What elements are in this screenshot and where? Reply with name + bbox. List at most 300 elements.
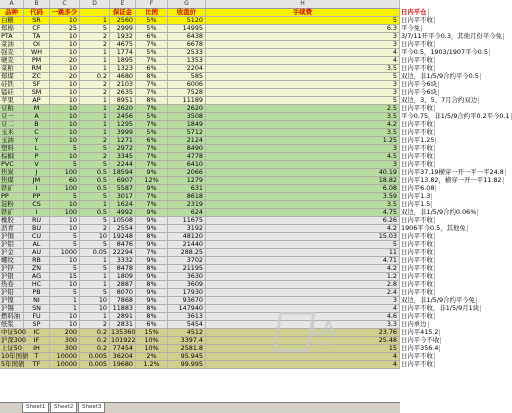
cell-col-8[interactable]: 日内平不收 (401, 248, 433, 256)
cell-col-7[interactable]: 3.5 (206, 201, 400, 208)
cell-col-3[interactable]: 0.005 (80, 353, 110, 360)
cell-col-7[interactable]: 4.5 (206, 153, 400, 160)
cell-col-1[interactable]: J (24, 169, 50, 176)
cell-col-0[interactable]: 硅铁 (0, 81, 24, 88)
cell-col-5[interactable]: 7% (136, 105, 168, 112)
cell-col-4[interactable]: 36204 (110, 353, 136, 360)
cell-col-2[interactable]: 10000 (50, 361, 80, 368)
cell-col-5[interactable]: 6% (136, 321, 168, 328)
cell-col-0[interactable]: 塑料 (0, 145, 24, 152)
cell-col-7[interactable]: 40.19 (206, 169, 400, 176)
cell-col-5[interactable]: 9% (136, 169, 168, 176)
cell-col-3[interactable]: 1 (80, 97, 110, 104)
cell-col-7[interactable]: 15.03 (206, 233, 400, 240)
cell-col-6[interactable]: 6410 (168, 161, 206, 168)
cell-col-5[interactable]: 7% (136, 81, 168, 88)
cell-col-7[interactable]: 2.5 (206, 105, 400, 112)
cell-col-5[interactable]: 8% (136, 233, 168, 240)
cell-col-8[interactable]: 日内平1.25 (401, 136, 435, 144)
cell-col-0[interactable]: 玉米 (0, 129, 24, 136)
cell-col-3[interactable]: 1 (80, 129, 110, 136)
cell-col-0[interactable]: 橡胶 (0, 217, 24, 224)
cell-col-1[interactable]: AU (24, 249, 50, 256)
cell-col-4[interactable]: 4675 (110, 41, 136, 48)
cell-col-8[interactable]: 1906平今0.5，其他免 (401, 224, 466, 232)
cell-col-1[interactable]: C (24, 129, 50, 136)
cell-col-7[interactable]: 3.5 (206, 113, 400, 120)
cell-col-0[interactable]: 上证50 (0, 345, 24, 352)
cell-col-0[interactable]: 郑煤 (0, 73, 24, 80)
cell-col-4[interactable]: 2560 (110, 17, 136, 24)
cell-col-0[interactable]: 5年国债 (1, 360, 25, 368)
cell-col-1[interactable]: IH (24, 345, 50, 352)
cell-col-3[interactable]: 5 (80, 145, 110, 152)
cell-col-1[interactable]: JM (24, 177, 50, 184)
cell-col-1[interactable]: IC (24, 329, 50, 336)
column-letter-7[interactable]: H (206, 0, 400, 8)
cell-col-7[interactable]: 4.6 (206, 313, 400, 320)
cell-col-0[interactable]: 焦煤 (0, 177, 24, 184)
cell-col-4[interactable]: 1271 (110, 137, 136, 144)
cell-col-8[interactable]: 日内平不收 (401, 16, 433, 24)
cell-col-1[interactable]: TF (24, 361, 50, 368)
cell-col-1[interactable]: AP (24, 97, 50, 104)
cell-col-6[interactable]: 2066 (168, 169, 206, 176)
cell-col-7[interactable]: 4 (206, 305, 400, 312)
cell-col-6[interactable]: 2533 (168, 49, 206, 56)
cell-col-6[interactable]: 2124 (168, 137, 206, 144)
cell-col-0[interactable]: 淀粉 (0, 201, 24, 208)
cell-col-3[interactable]: 1 (80, 17, 110, 24)
cell-col-1[interactable]: B (24, 121, 50, 128)
cell-col-1[interactable]: PP (24, 193, 50, 200)
cell-col-6[interactable]: 3508 (168, 113, 206, 120)
cell-col-7[interactable]: 4.2 (206, 265, 400, 272)
header-cell-6[interactable]: 收盘价 (168, 9, 206, 16)
cell-col-0[interactable]: 沪铝 (0, 241, 24, 248)
cell-col-3[interactable]: 10 (80, 297, 110, 304)
cell-col-7[interactable]: 15 (206, 345, 400, 352)
cell-col-8[interactable]: 3/7/11开平今0.3，其他月份平今免 (401, 32, 503, 40)
cell-col-8[interactable]: 日内平不收 (401, 312, 433, 320)
column-letter-5[interactable]: F (136, 0, 168, 8)
cell-col-6[interactable]: 48120 (168, 233, 206, 240)
cell-col-8[interactable]: 日内平13.82，横穿一开一平11.82 (401, 176, 502, 184)
cell-col-4[interactable]: 2887 (110, 281, 136, 288)
cell-col-4[interactable]: 3999 (110, 129, 136, 136)
cell-col-2[interactable]: 100 (50, 209, 80, 216)
cell-col-3[interactable]: 5 (80, 289, 110, 296)
cell-col-5[interactable]: 8% (136, 281, 168, 288)
cell-col-0[interactable]: 沪铜 (0, 233, 24, 240)
column-letter-4[interactable]: E (110, 0, 136, 8)
cell-col-2[interactable]: 5 (50, 145, 80, 152)
cell-col-5[interactable]: 5% (136, 49, 168, 56)
header-cell-3[interactable] (80, 9, 110, 16)
cell-col-8[interactable]: 日内平415.2 (401, 328, 439, 336)
cell-col-7[interactable]: 4.71 (206, 257, 400, 264)
cell-col-6[interactable]: 3609 (168, 281, 206, 288)
cell-col-4[interactable]: 1932 (110, 33, 136, 40)
column-letter-0[interactable]: A (0, 0, 24, 8)
cell-col-6[interactable]: 2204 (168, 65, 206, 72)
cell-col-6[interactable]: 5120 (168, 17, 206, 24)
cell-col-5[interactable]: 7% (136, 57, 168, 64)
cell-col-2[interactable]: 20 (50, 57, 80, 64)
cell-col-3[interactable]: 2 (80, 321, 110, 328)
cell-col-2[interactable]: 10 (50, 105, 80, 112)
cell-col-3[interactable]: 5 (80, 265, 110, 272)
cell-col-4[interactable]: 8070 (110, 289, 136, 296)
cell-col-5[interactable]: 8% (136, 305, 168, 312)
cell-col-8[interactable]: 日内平356.4 (401, 344, 439, 352)
cell-col-2[interactable]: 1 (50, 297, 80, 304)
cell-col-3[interactable]: 1 (80, 49, 110, 56)
cell-col-3[interactable]: 1 (80, 105, 110, 112)
cell-col-8[interactable]: 日内平不收 (401, 232, 433, 240)
cell-col-6[interactable]: 93670 (168, 297, 206, 304)
sheet-tab-3[interactable]: Sheet3 (78, 403, 105, 413)
cell-col-1[interactable]: TA (24, 33, 50, 40)
cell-col-6[interactable]: 99.995 (168, 361, 206, 368)
cell-col-1[interactable]: M (24, 105, 50, 112)
cell-col-5[interactable]: 9% (136, 241, 168, 248)
cell-col-2[interactable]: 300 (50, 345, 80, 352)
cell-col-1[interactable]: PM (24, 57, 50, 64)
cell-col-7[interactable]: 6.3 (206, 25, 400, 32)
cell-col-0[interactable]: 纸浆 (0, 321, 24, 328)
cell-col-8[interactable]: 日内平不收 (401, 272, 433, 280)
cell-col-6[interactable]: 3613 (168, 313, 206, 320)
cell-col-5[interactable]: 5% (136, 17, 168, 24)
cell-col-5[interactable]: 6% (136, 65, 168, 72)
cell-col-7[interactable]: 4.75 (206, 209, 400, 216)
cell-col-7[interactable]: 2.8 (206, 281, 400, 288)
cell-col-1[interactable]: FU (24, 313, 50, 320)
cell-col-7[interactable]: 3 (206, 161, 400, 168)
cell-col-4[interactable]: 4680 (110, 73, 136, 80)
cell-col-6[interactable]: 5454 (168, 321, 206, 328)
cell-col-0[interactable]: 沪镍 (0, 297, 24, 304)
cell-col-2[interactable]: 25 (50, 25, 80, 32)
cell-col-5[interactable]: 9% (136, 225, 168, 232)
cell-col-4[interactable]: 1323 (110, 65, 136, 72)
cell-col-1[interactable]: P (24, 153, 50, 160)
cell-col-2[interactable]: 10 (50, 41, 80, 48)
cell-col-6[interactable]: 6678 (168, 41, 206, 48)
cell-col-1[interactable]: Y (24, 137, 50, 144)
cell-col-7[interactable]: 4 (206, 57, 400, 64)
cell-col-5[interactable]: 7% (136, 161, 168, 168)
cell-col-5[interactable]: 9% (136, 289, 168, 296)
cell-col-2[interactable]: 10 (50, 281, 80, 288)
cell-col-6[interactable]: 4512 (168, 329, 206, 336)
cell-col-4[interactable]: 8476 (110, 241, 136, 248)
cell-col-1[interactable]: SF (24, 81, 50, 88)
cell-col-1[interactable]: WH (24, 49, 50, 56)
cell-col-2[interactable]: 1000 (50, 249, 80, 256)
cell-col-8[interactable]: 日内平不收 (401, 256, 433, 264)
cell-col-8[interactable]: 日内平不收 (401, 160, 433, 168)
cell-col-6[interactable]: 1279 (168, 177, 206, 184)
cell-col-3[interactable]: 0.2 (80, 337, 110, 344)
cell-col-7[interactable]: 5 (206, 241, 400, 248)
cell-col-4[interactable]: 2456 (110, 113, 136, 120)
cell-col-0[interactable]: PP (0, 193, 24, 200)
cell-col-7[interactable]: 3.5 (206, 129, 400, 136)
cell-col-2[interactable]: 5 (50, 233, 80, 240)
cell-col-5[interactable]: 9% (136, 273, 168, 280)
cell-col-1[interactable]: SP (24, 321, 50, 328)
cell-col-6[interactable]: 4778 (168, 153, 206, 160)
cell-col-0[interactable]: 沪深300 (1, 336, 26, 344)
cell-col-4[interactable]: 77454 (110, 345, 136, 352)
cell-col-3[interactable]: 1 (80, 65, 110, 72)
cell-col-3[interactable]: 0.005 (80, 361, 110, 368)
cell-col-0[interactable]: 强麦 (0, 49, 24, 56)
cell-col-4[interactable]: 1809 (110, 273, 136, 280)
cell-col-4[interactable]: 8478 (110, 265, 136, 272)
cell-col-0[interactable]: 豆粕 (0, 105, 24, 112)
cell-col-7[interactable]: 4 (206, 49, 400, 56)
cell-col-3[interactable]: 1 (80, 201, 110, 208)
cell-col-3[interactable]: 0.2 (80, 73, 110, 80)
cell-col-0[interactable]: 沪铅 (0, 289, 24, 296)
cell-col-5[interactable]: 8% (136, 313, 168, 320)
cell-col-1[interactable]: NI (24, 297, 50, 304)
cell-col-8[interactable]: 日内单边 (401, 320, 427, 328)
cell-col-8[interactable]: 日内平不收 (401, 216, 433, 224)
cell-col-7[interactable]: 3.5 (206, 65, 400, 72)
cell-col-4[interactable]: 135360 (111, 328, 136, 336)
cell-col-2[interactable]: 10 (50, 81, 80, 88)
cell-col-1[interactable]: RB (24, 257, 50, 264)
cell-col-3[interactable]: 2 (80, 137, 110, 144)
cell-col-8[interactable]: 日内平今6块 (401, 80, 438, 88)
cell-col-2[interactable]: 10 (50, 217, 80, 224)
cell-col-3[interactable]: 0.2 (80, 345, 110, 352)
cell-col-7[interactable]: 3 (206, 145, 400, 152)
cell-col-0[interactable]: 白糖 (0, 17, 24, 24)
cell-col-3[interactable]: 1 (80, 257, 110, 264)
cell-col-0[interactable]: 郑棉 (0, 25, 24, 32)
cell-col-8[interactable]: 平今0.5，1903/1907平今0.5 (401, 48, 488, 56)
cell-col-4[interactable]: 3345 (110, 153, 136, 160)
cell-col-2[interactable]: 10 (50, 121, 80, 128)
cell-col-6[interactable]: 585 (168, 73, 206, 80)
cell-col-1[interactable]: SM (24, 89, 50, 96)
cell-col-7[interactable]: 3.3 (206, 321, 400, 328)
cell-col-4[interactable]: 22294 (110, 249, 136, 256)
cell-col-7[interactable]: 4 (206, 361, 400, 368)
cell-col-0[interactable]: 燃料油 (0, 313, 24, 320)
cell-col-0[interactable]: 锰硅 (0, 89, 24, 96)
cell-col-8[interactable]: 日内平1.3 (401, 192, 431, 200)
cell-col-6[interactable]: 1353 (168, 57, 206, 64)
cell-col-3[interactable]: 0.05 (80, 249, 110, 256)
cell-col-4[interactable]: 2831 (110, 321, 136, 328)
cell-col-1[interactable]: CU (24, 233, 50, 240)
cell-col-8[interactable]: 日内平1.5 (401, 200, 431, 208)
cell-col-0[interactable]: 热卷 (0, 281, 24, 288)
cell-col-3[interactable]: 2 (80, 33, 110, 40)
cell-col-7[interactable]: 2.4 (206, 289, 400, 296)
cell-col-8[interactable]: 平今免 (401, 24, 421, 32)
cell-col-6[interactable]: 3630 (168, 273, 206, 280)
cell-col-7[interactable]: 25.48 (206, 337, 400, 344)
sheet-tab-1[interactable]: Sheet1 (22, 403, 49, 413)
cell-col-6[interactable]: 2319 (168, 201, 206, 208)
cell-col-2[interactable]: 100 (50, 169, 80, 176)
cell-col-6[interactable]: 1849 (168, 121, 206, 128)
cell-col-4[interactable]: 1774 (110, 49, 136, 56)
cell-col-2[interactable]: 10 (50, 89, 80, 96)
cell-col-7[interactable]: 5 (206, 97, 400, 104)
cell-col-0[interactable]: 硬麦 (0, 57, 24, 64)
cell-col-3[interactable]: 5 (80, 217, 110, 224)
header-cell-8[interactable]: 日内平仓 (401, 8, 427, 16)
cell-col-5[interactable]: 8% (136, 265, 168, 272)
cell-col-1[interactable]: T (24, 353, 50, 360)
cell-col-6[interactable]: 21440 (168, 241, 206, 248)
cell-col-4[interactable]: 3017 (110, 193, 136, 200)
cell-col-7[interactable]: 5 (206, 17, 400, 24)
cell-col-3[interactable]: 5 (80, 241, 110, 248)
cell-col-5[interactable]: 2% (136, 353, 168, 360)
cell-col-7[interactable]: 4 (206, 353, 400, 360)
cell-col-7[interactable]: 4.2 (206, 225, 400, 232)
cell-col-3[interactable]: 10 (80, 233, 110, 240)
cell-col-6[interactable]: 11675 (168, 217, 206, 224)
cell-col-2[interactable]: 10 (50, 225, 80, 232)
cell-col-2[interactable]: 10 (50, 113, 80, 120)
cell-col-5[interactable]: 7% (136, 249, 168, 256)
cell-col-3[interactable]: 1 (80, 281, 110, 288)
header-cell-5[interactable]: 比例 (136, 9, 168, 16)
cell-col-7[interactable]: 11 (206, 249, 400, 256)
cell-col-2[interactable]: 10 (50, 321, 80, 328)
cell-col-4[interactable]: 11883 (110, 305, 136, 312)
cell-col-1[interactable]: I (24, 185, 50, 192)
cell-col-4[interactable]: 2891 (110, 313, 136, 320)
cell-col-3[interactable]: 1 (80, 313, 110, 320)
cell-col-8[interactable]: 日内平不收 (401, 56, 433, 64)
cell-col-5[interactable]: 12% (136, 177, 168, 184)
cell-col-3[interactable]: 2 (80, 89, 110, 96)
cell-col-7[interactable]: 6.26 (206, 217, 400, 224)
cell-col-6[interactable]: 17930 (168, 289, 206, 296)
cell-col-6[interactable]: 6438 (168, 33, 206, 40)
cell-col-3[interactable]: 1 (80, 121, 110, 128)
cell-col-5[interactable]: 9% (136, 297, 168, 304)
cell-col-0[interactable]: 菜粕 (0, 65, 24, 72)
cell-col-5[interactable]: 7% (136, 89, 168, 96)
cell-col-5[interactable]: 15% (136, 329, 168, 336)
cell-col-3[interactable]: 10 (80, 305, 110, 312)
cell-col-8[interactable]: 双边，非1/5/9合约平今免 (401, 296, 476, 304)
cell-col-4[interactable]: 2635 (110, 89, 136, 96)
cell-col-6[interactable]: 95.945 (168, 353, 206, 360)
cell-col-4[interactable]: 8951 (110, 97, 136, 104)
column-letter-2[interactable]: C (50, 0, 80, 8)
cell-col-8[interactable]: 日内平今不收 (401, 336, 440, 344)
cell-col-4[interactable]: 2999 (110, 25, 136, 32)
cell-col-8[interactable]: 双边，非1/5/9合约平今0.5 (401, 72, 479, 80)
cell-col-4[interactable]: 18594 (110, 169, 136, 176)
cell-col-8[interactable]: 日内平今6块 (401, 88, 438, 96)
cell-col-0[interactable]: PVC (0, 161, 24, 168)
cell-col-1[interactable]: CS (24, 201, 50, 208)
cell-col-7[interactable]: 6.08 (206, 185, 400, 192)
cell-col-0[interactable]: PTA (0, 33, 24, 40)
cell-col-2[interactable]: 5 (50, 265, 80, 272)
cell-col-3[interactable]: 2 (80, 81, 110, 88)
cell-col-2[interactable]: 10 (50, 49, 80, 56)
cell-col-7[interactable]: 5 (206, 73, 400, 80)
cell-col-0[interactable]: 沪锌 (0, 265, 24, 272)
header-cell-0[interactable]: 品种 (0, 9, 24, 16)
cell-col-8[interactable]: 日内平6.08 (401, 184, 435, 192)
cell-col-3[interactable]: 1 (80, 57, 110, 64)
cell-col-5[interactable]: 7% (136, 145, 168, 152)
cell-col-5[interactable]: 6% (136, 137, 168, 144)
cell-col-6[interactable]: 21195 (168, 265, 206, 272)
cell-col-5[interactable]: 9% (136, 185, 168, 192)
cell-col-2[interactable]: 5 (50, 161, 80, 168)
cell-col-0[interactable]: 螺纹 (0, 257, 24, 264)
cell-col-8[interactable]: 日内平不收 (401, 264, 433, 272)
cell-col-4[interactable]: 2554 (110, 225, 136, 232)
cell-col-7[interactable]: 3 (206, 297, 400, 304)
cell-col-1[interactable]: ZC (24, 73, 50, 80)
cell-col-3[interactable]: 0.2 (80, 329, 110, 336)
cell-col-6[interactable]: 11189 (168, 97, 206, 104)
cell-col-5[interactable]: 9% (136, 217, 168, 224)
cell-col-1[interactable]: RM (24, 65, 50, 72)
cell-col-1[interactable]: RU (24, 217, 50, 224)
cell-col-3[interactable]: 0.5 (80, 169, 110, 176)
cell-col-1[interactable]: HC (24, 281, 50, 288)
cell-col-4[interactable]: 2972 (110, 145, 136, 152)
cell-col-5[interactable]: 9% (136, 257, 168, 264)
cell-col-2[interactable]: 300 (50, 337, 80, 344)
header-cell-1[interactable]: 代码 (24, 9, 50, 16)
cell-col-5[interactable]: 7% (136, 121, 168, 128)
cell-col-4[interactable]: 19680 (110, 361, 136, 368)
cell-col-7[interactable]: 23.76 (206, 329, 400, 336)
cell-col-5[interactable]: 10% (136, 345, 168, 352)
cell-col-1[interactable]: A (24, 113, 50, 120)
cell-col-8[interactable]: 平今0.75，非1/5/9合约平0.2平今0.1 (401, 112, 510, 120)
cell-col-0[interactable]: 铁矿 (0, 209, 24, 216)
cell-col-8[interactable]: 日内平不收 (401, 64, 433, 72)
cell-col-3[interactable]: 2 (80, 41, 110, 48)
cell-col-2[interactable]: 10 (50, 17, 80, 24)
cell-col-1[interactable]: V (24, 161, 50, 168)
cell-col-2[interactable]: 10 (50, 129, 80, 136)
header-cell-4[interactable]: 保证金 (110, 9, 136, 16)
cell-col-1[interactable]: SR (24, 17, 50, 24)
cell-col-5[interactable]: 5% (136, 113, 168, 120)
cell-col-7[interactable]: 3 (206, 89, 400, 96)
cell-col-2[interactable]: 5 (50, 241, 80, 248)
cell-col-8[interactable]: 日内平不收 (401, 40, 433, 48)
cell-col-0[interactable]: 沥青 (0, 225, 24, 232)
cell-col-1[interactable]: CF (24, 25, 50, 32)
cell-col-0[interactable]: 焦炭 (0, 169, 24, 176)
cell-col-0[interactable]: 菜油 (0, 41, 24, 48)
cell-col-3[interactable]: 0.5 (80, 177, 110, 184)
